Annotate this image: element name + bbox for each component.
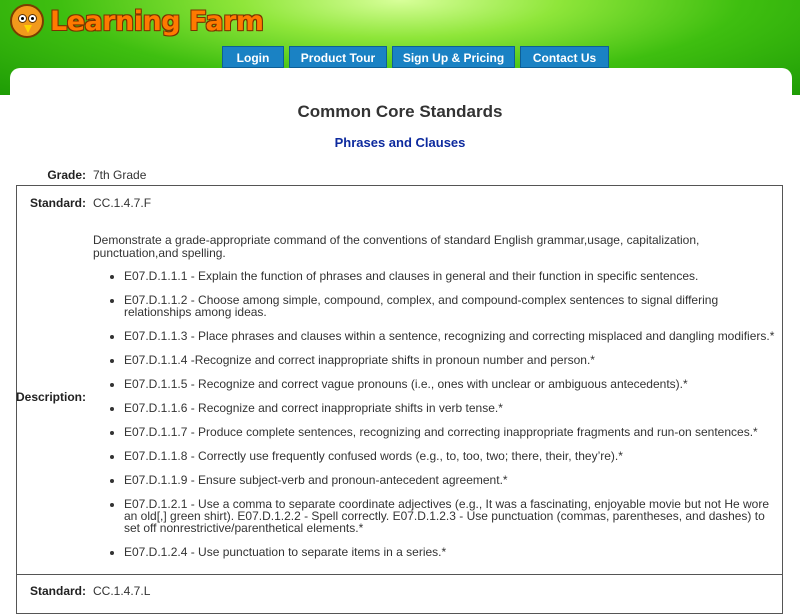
list-item: • E07.D.1.1.5 - Recognize and correct vague pronouns (i.e., ones with unclear or ambiguous antecedents).* <box>124 378 783 390</box>
list-item: • E07.D.1.2.1 - Use a comma to separate coordinate adjectives (e.g., It was a fascinating, enjoyable movie but not He wore an old[,] green shirt). E07.D.1.2.2 - Spell correctly. E07.D.1.2.3 - Use punctuation (commas, parentheses, and dashes) to set off nonrestrictive/parenthetical elements.* <box>124 498 783 534</box>
sign-up-pricing-button[interactable]: Sign Up & Pricing <box>392 46 515 68</box>
list-item: • E07.D.1.1.8 - Correctly use frequently confused words (e.g., to, too, two; there, their, they’re).* <box>124 450 783 462</box>
description-content <box>93 234 783 570</box>
list-item: • E07.D.1.1.2 - Choose among simple, compound, complex, and compound-complex sentences to signal differing relationships among ideas. <box>124 294 783 318</box>
grade-label: Grade: <box>47 168 86 182</box>
next-standard-label: Standard: <box>29 584 86 598</box>
list-item: • E07.D.1.1.7 - Produce complete sentences, recognizing and correcting inappropriate fragments and run-on sentences.* <box>124 426 783 438</box>
site-logo[interactable] <box>10 3 264 39</box>
grade-value: 7th Grade <box>93 168 147 182</box>
standard-value: CC.1.4.7.F <box>93 196 152 210</box>
description-label: Description: <box>15 390 86 404</box>
standard-label: Standard: <box>29 196 86 210</box>
page-subtitle: Phrases and Clauses <box>334 135 466 150</box>
list-item: • E07.D.1.1.9 - Ensure subject-verb and pronoun-antecedent agreement.* <box>124 474 783 486</box>
product-tour-button[interactable]: Product Tour <box>289 46 387 68</box>
owl-mascot-icon <box>10 4 44 38</box>
list-item: • E07.D.1.1.4 -Recognize and correct inappropriate shifts in pronoun number and person.* <box>124 354 783 366</box>
list-item: • E07.D.1.1.3 - Place phrases and clauses within a sentence, recognizing and correcting misplaced and dangling modifiers.* <box>124 330 783 342</box>
list-item: • E07.D.1.1.6 - Recognize and correct inappropriate shifts in verb tense.* <box>124 402 783 414</box>
contact-us-button[interactable]: Contact Us <box>520 46 609 68</box>
description-list <box>93 270 783 558</box>
description-intro: Demonstrate a grade-appropriate command of the conventions of standard English grammar,usage, capitalization, punctuation,and spelling. <box>93 233 700 260</box>
page-title: Common Core Standards <box>297 102 503 121</box>
list-item: • E07.D.1.2.4 - Use punctuation to separate items in a series.* <box>124 546 783 558</box>
brand-name: Learning Farm <box>50 5 264 37</box>
next-standard-value: CC.1.4.7.L <box>93 584 151 598</box>
list-item: • E07.D.1.1.1 - Explain the function of phrases and clauses in general and their function in specific sentences. <box>124 270 783 282</box>
login-button[interactable]: Login <box>222 46 284 68</box>
